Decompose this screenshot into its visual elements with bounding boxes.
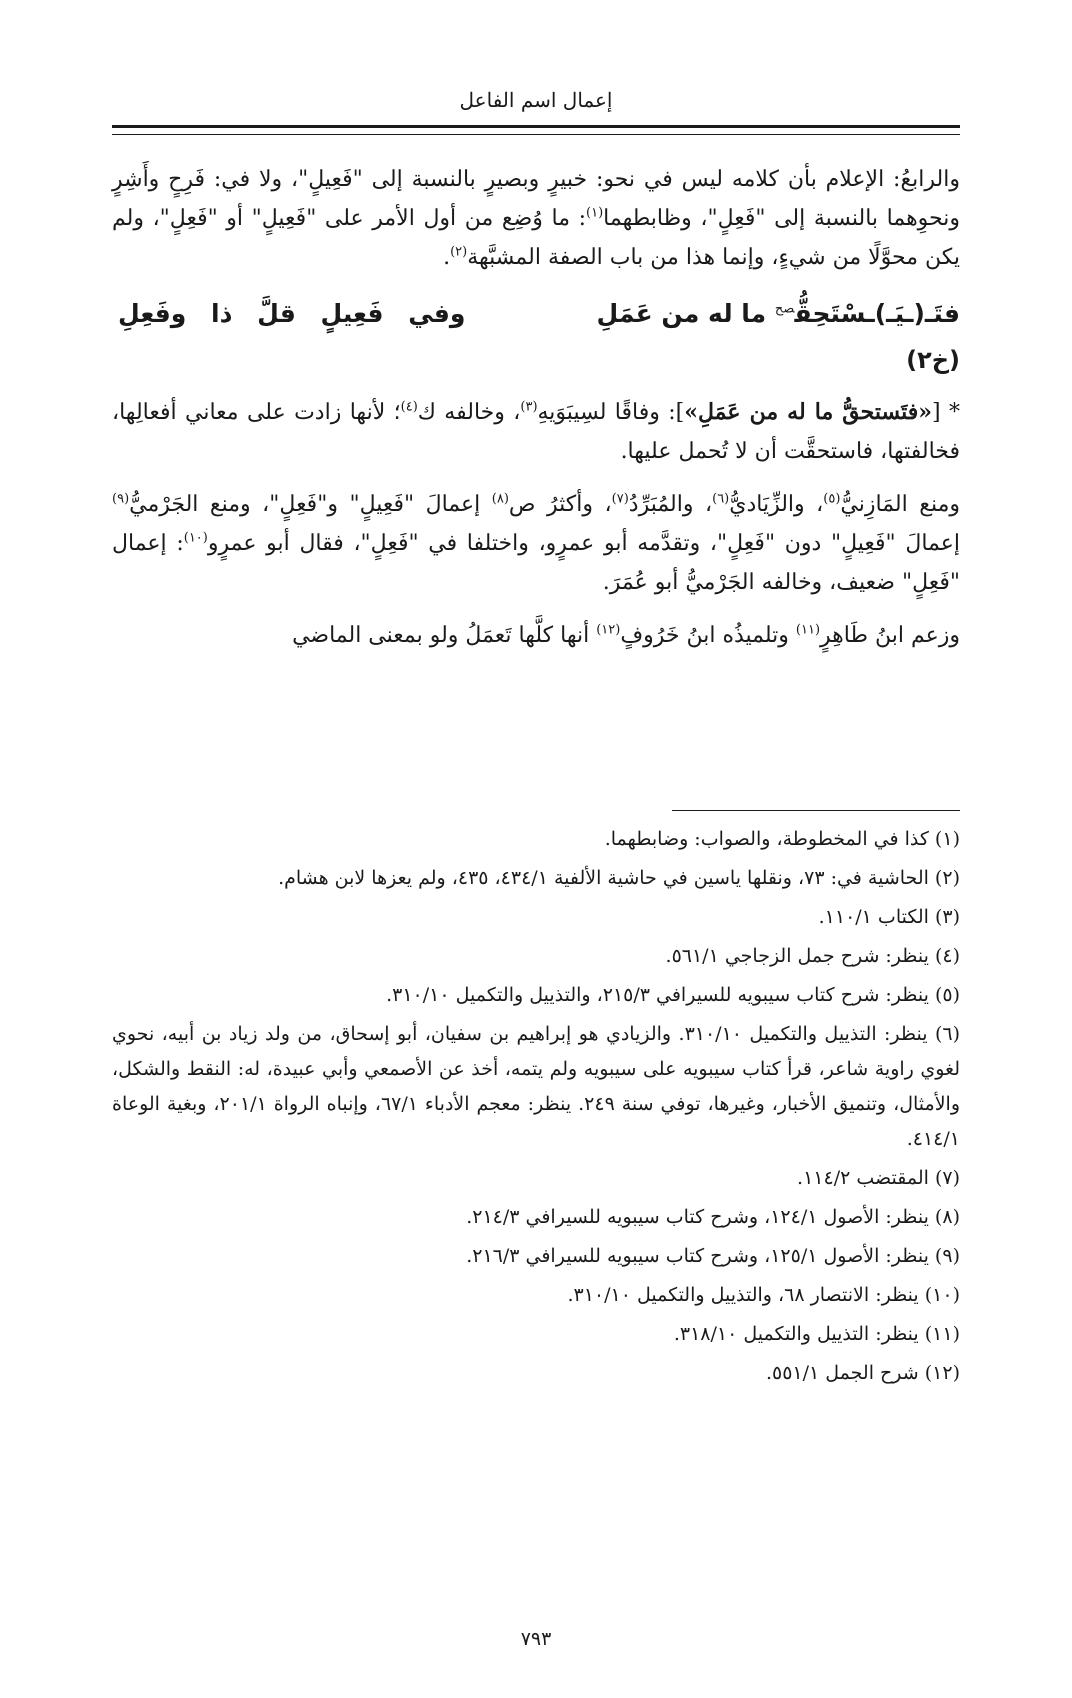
footnote-2: (٢) الحاشية في: ٧٣، ونقلها ياسين في حاشية الألفية ٤٣٤/١، ٤٣٥، ولم يعزها لابن هشام. (278, 867, 960, 889)
text-run: والرابعُ: الإعلام بأن كلامه ليس في نحو: خبيرٍ وبصيرٍ بالنسبة إلى "فَعِيلٍ"، ولا في: فَرِحٍ وأَشِرٍ ونحوِهما بالنسبة إلى "فَعِلٍ"، وظابطهما (112, 167, 960, 231)
footnote-3: (٣) الكتاب ١١٠/١. (818, 906, 960, 928)
text-run: إعمالَ "فَعِيلٍ" دون "فَعِلٍ"، وتقدَّمه أبو عمرٍو، واختلفا في "فَعِلٍ"، فقال أبو عمرٍو (207, 531, 960, 556)
footnote-10: (١٠) ينظر: الانتصار ٦٨، والتذييل والتكميل ٣١٠/١٠. (567, 1284, 960, 1306)
paragraph-commentary (112, 393, 960, 471)
text-run: وتلميذُه ابنُ خَرُوفٍ (620, 623, 796, 648)
verse-line (112, 291, 960, 337)
footnotes (112, 822, 960, 1395)
text-run: ومنع المَازِنيُّ (840, 492, 961, 517)
footnote-6: (٦) ينظر: التذييل والتكميل ٣١٠/١٠. والزيادي هو إبراهيم بن سفيان، أبو إسحاق، من ولد زياد بن أبيه، نحوي لغوي راوية شاعر، قرأ كتاب سيبويه على سيبويه ولم يتمه، أخذ عن الأصمعي وأبي عبيدة، له: النقط والشكل، والأمثال، وتنميق الأخبار، وغيرها، توفي سنة ٢٤٩. ينظر: معجم الأدباء ٦٧/١، وإنباه الرواة ٢٠١/١، وبغية الوعاة ٤١٤/١. (112, 1023, 961, 1150)
footnote-ref[interactable]: (٣) (520, 399, 538, 415)
footnote-ref[interactable]: (١١) (795, 622, 821, 638)
text-run: ، والمُبَرِّدُ (628, 492, 713, 517)
footnote-ref[interactable]: (٢) (450, 244, 468, 260)
footnote-8: (٨) ينظر: الأصول ١٢٤/١، وشرح كتاب سيبويه للسيرافي ٢١٤/٣. (466, 1206, 960, 1228)
verse (112, 291, 960, 383)
footnote-12: (١٢) شرح الجمل ٥٥١/١. (765, 1362, 960, 1384)
footnote-7: (٧) المقتضب ١١٤/٢. (797, 1167, 960, 1189)
correction-mark: صح (774, 301, 795, 317)
footnote-ref[interactable]: (٦) (712, 491, 730, 507)
main-text (112, 160, 960, 669)
footnote-separator (672, 810, 960, 811)
text-run: : إعمال "فَعِلٍ" ضعيف، وخالفه الجَرْميُّ أبو عُمَرَ. (112, 531, 960, 595)
text-run: وزعم ابنُ طَاهِرٍ (820, 623, 960, 648)
footnote-ref[interactable]: (٨) (491, 491, 509, 507)
text-run: * [ (932, 400, 960, 425)
text-run: أنها كلَّها تَعمَلُ ولو بمعنى الماضي (292, 623, 597, 648)
quoted-verse: «فتَستحقُّ ما له من عَمَلِ» (684, 399, 933, 425)
footnote-ref[interactable]: (١٠) (183, 530, 208, 546)
footnote-ref[interactable]: (٧) (611, 491, 629, 507)
page-number: ٧٩٣ (520, 1628, 552, 1650)
verse-second-hemistich: وفي فَعِيلٍ قلَّ ذا وفَعِلِ (118, 299, 466, 328)
text-run: إعمالَ "فَعِيلٍ" و"فَعِلٍ"، ومنع الجَرْميُّ (129, 492, 492, 517)
verse-reference: (خ٢) (906, 346, 960, 374)
footnote-ref[interactable]: (٩) (112, 491, 130, 507)
text-run: ]: وفاقًا لسِيبَوَيهِ (537, 400, 685, 425)
text-run: ، والزِّيَاديُّ (729, 492, 824, 517)
text-run: ؛ لأنها زادت على معاني أفعالِها، فخالفتها، فاستحقَّت أن لا تُحمل عليها. (112, 400, 960, 464)
text-run: ، وأكثرُ ص (508, 492, 612, 517)
footnote-ref[interactable]: (٥) (823, 491, 841, 507)
footnote-ref[interactable]: (١) (586, 205, 604, 221)
text-run: ، وخالفه ك (417, 400, 521, 425)
header-rule-thick (112, 125, 960, 128)
book-page (112, 0, 960, 1698)
footnote-5: (٥) ينظر: شرح كتاب سيبويه للسيرافي ٢١٥/٣، والتذييل والتكميل ٣١٠/١٠. (386, 984, 960, 1006)
verse-first-hemistich (597, 291, 961, 337)
running-header-title: إعمال اسم الفاعل (459, 88, 613, 112)
footnote-1: (١) كذا في المخطوطة، والصواب: وضابطهما. (604, 828, 960, 850)
footnote-11: (١١) ينظر: التذييل والتكميل ٣١٨/١٠. (673, 1323, 960, 1345)
footnote-9: (٩) ينظر: الأصول ١٢٥/١، وشرح كتاب سيبويه للسيرافي ٢١٦/٣. (466, 1245, 960, 1267)
paragraph-ibn-tahir (112, 616, 960, 655)
paragraph-fourth-point (112, 160, 960, 277)
verse-words: ما له من عَمَلِ (596, 299, 775, 328)
text-run: : ما وُضِع من أول الأمر على "فَعِيلٍ" أو "فَعِلٍ"، ولم يكن محوَّلًا من شيءٍ، وإنما هذا من باب الصفة المشبَّهة (112, 206, 960, 270)
header-rule-thin (112, 134, 960, 135)
footnote-ref[interactable]: (٤) (400, 399, 418, 415)
footnote-4: (٤) ينظر: شرح جمل الزجاجي ٥٦١/١. (665, 945, 960, 967)
text-run: . (443, 245, 451, 270)
verse-word: فتَـ(ـيَـ)ـسْتَحِقُّ (794, 299, 960, 328)
footnote-ref[interactable]: (١٢) (596, 622, 621, 638)
paragraph-opinions (112, 485, 960, 602)
